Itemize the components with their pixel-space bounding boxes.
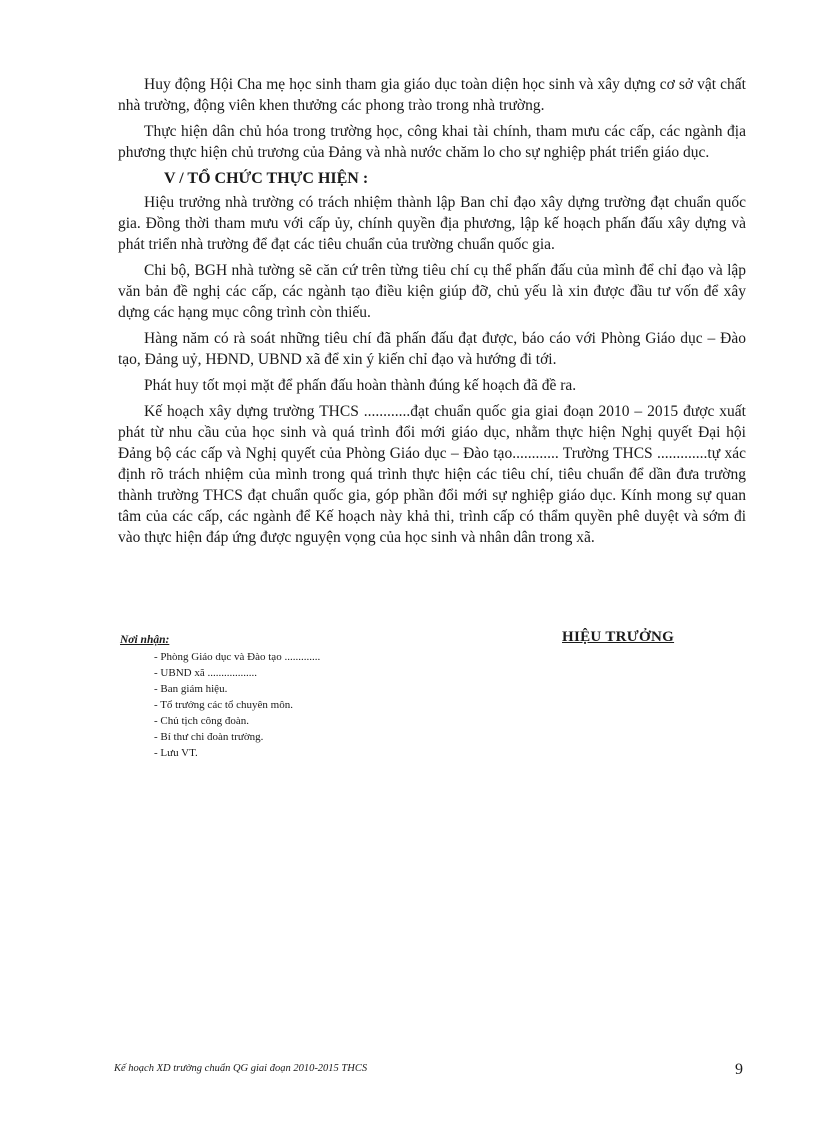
paragraph: Thực hiện dân chủ hóa trong trường học, công khai tài chính, tham mưu các cấp, các ngành địa phương thực hiện chủ trương của Đảng và nhà nước chăm lo cho sự nghiệp phát triển giáo dục. <box>118 123 746 161</box>
signature-title: HIỆU TRƯỞNG <box>562 629 675 645</box>
paragraph: Hàng năm có rà soát những tiêu chí đã phấn đấu đạt được, báo cáo với Phòng Giáo dục – Đào tạo, Đảng uỷ, HĐND, UBND xã để xin ý kiến chỉ đạo và hướng đi tới. <box>118 330 746 368</box>
recipients-list <box>120 649 440 761</box>
page-number: 9 <box>735 1061 743 1078</box>
paragraph: Kế hoạch xây dựng trường THCS ............đạt chuẩn quốc gia giai đoạn 2010 – 2015 được xuất phát từ nhu cầu của học sinh và quá trình đổi mới giáo dục, nhằm thực hiện Nghị quyết Đại hội Đảng bộ các cấp và Nghị quyết của Phòng Giáo dục – Đào tạo............ Trường THCS .............tự xác định rõ trách nhiệm của mình trong quá trình thực hiện các tiêu chí, tiêu chuẩn để dần đưa trường thành trường THCS đạt chuẩn quốc gia, góp phần đổi mới sự nghiệp giáo dục. Kính mong sự quan tâm của các cấp, các ngành để Kế hoạch này khả thi, trình cấp có thẩm quyền phê duyệt và sớm đi vào thực hiện đáp ứng được nguyện vọng của học sinh và nhân dân trong xã. <box>118 403 746 546</box>
recipient-item: - Tổ trưởng các tổ chuyên môn. <box>154 699 293 711</box>
footer-text: Kế hoạch XD trường chuẩn QG giai đoạn 2010-2015 THCS <box>114 1063 368 1074</box>
paragraph: Hiệu trưởng nhà trường có trách nhiệm thành lập Ban chỉ đạo xây dựng trường đạt chuẩn quốc gia. Đồng thời tham mưu với cấp ủy, chính quyền địa phương, lập kế hoạch phấn đấu xây dựng và phát triển nhà trường để đạt các tiêu chuẩn của trường chuẩn quốc gia. <box>118 194 746 253</box>
paragraph: Chi bộ, BGH nhà tường sẽ căn cứ trên từng tiêu chí cụ thể phấn đấu của mình để chỉ đạo và lập văn bản đề nghị các cấp, các ngành tạo điều kiện giúp đỡ, chủ yếu là xin được đầu tư vốn để xây dựng các hạng mục công trình còn thiếu. <box>118 262 746 321</box>
paragraph: Phát huy tốt mọi mặt để phấn đấu hoàn thành đúng kế hoạch đã đề ra. <box>144 377 577 394</box>
recipient-item: - Phòng Giáo dục và Đào tạo ............. <box>154 651 321 663</box>
recipient-item: - Lưu VT. <box>154 747 198 759</box>
recipients-block <box>120 633 440 761</box>
paragraph: Huy động Hội Cha mẹ học sinh tham gia giáo dục toàn diện học sinh và xây dựng cơ sở vật chất nhà trường, động viên khen thưởng các phong trào trong nhà trường. <box>118 76 746 114</box>
recipient-item: - Chủ tịch công đoàn. <box>154 715 250 727</box>
document-body <box>118 74 746 553</box>
section-heading: V / TỔ CHỨC THỰC HIỆN : <box>164 170 369 187</box>
recipient-item: - UBND xã .................. <box>154 667 257 679</box>
recipient-item: - Ban giám hiệu. <box>154 683 228 695</box>
recipient-item: - Bí thư chi đoàn trường. <box>154 731 264 743</box>
recipients-title: Nơi nhận: <box>120 634 170 646</box>
